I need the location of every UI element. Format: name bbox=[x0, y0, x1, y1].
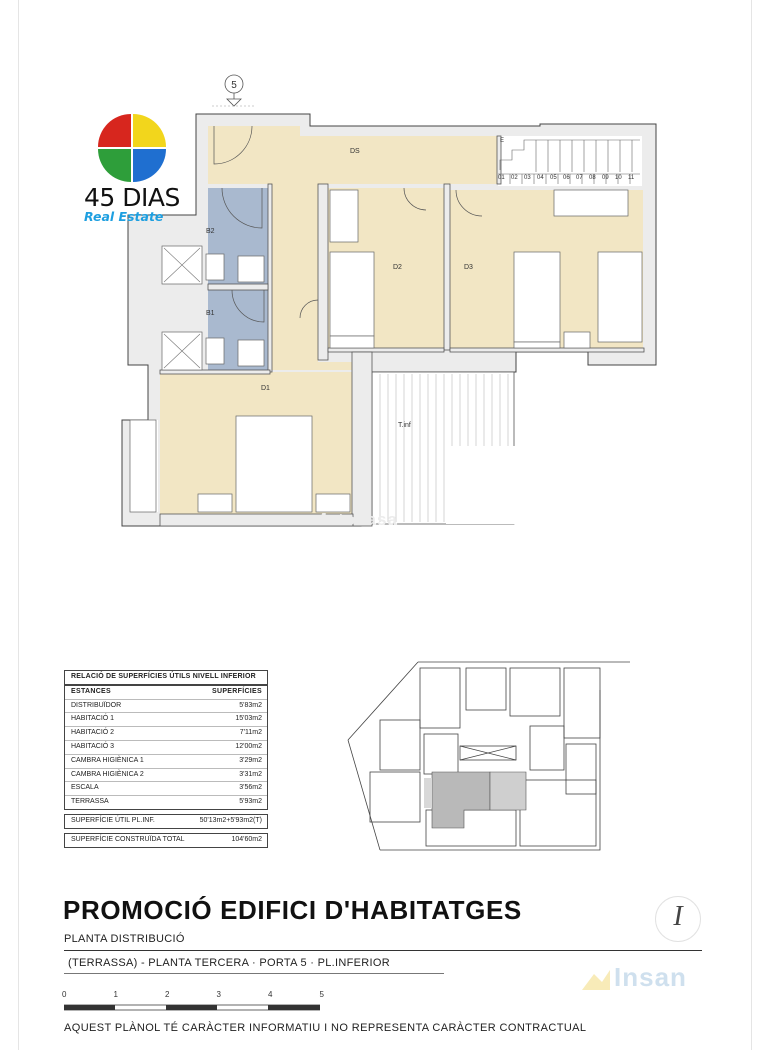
title-rule bbox=[64, 950, 702, 951]
scale-bar bbox=[62, 986, 324, 1016]
step-number: 09 bbox=[602, 175, 609, 181]
brand-name: Insan bbox=[614, 962, 687, 992]
step-number: 06 bbox=[563, 175, 570, 181]
door-marker-arrow bbox=[227, 99, 241, 106]
disclaimer: AQUEST PLÀNOL TÉ CARÀCTER INFORMATIU I NO REPRESENTA CARÀCTER CONTRACTUAL bbox=[64, 1022, 587, 1034]
room-label-b1: B1 bbox=[206, 310, 215, 317]
scale-tick-label: 0 bbox=[62, 990, 67, 999]
room-label-d1: D1 bbox=[261, 385, 270, 392]
surfaces-table-header bbox=[65, 686, 267, 700]
step-number: 01 bbox=[498, 175, 505, 181]
surface-row: HABITACIÓ 2 7'11m2 bbox=[65, 727, 267, 741]
surface-row: DISTRIBUÏDOR 5'83m2 bbox=[65, 700, 267, 714]
sheet-number: I bbox=[655, 896, 701, 942]
scale-tick-label: 2 bbox=[165, 990, 170, 999]
step-number: 10 bbox=[615, 175, 622, 181]
key-plan bbox=[340, 660, 630, 860]
room-label-terrace: T.inf bbox=[398, 422, 411, 429]
column-header-area: SUPERFÍCIES bbox=[212, 687, 262, 695]
room-label-d2: D2 bbox=[393, 264, 402, 271]
built-surface-row: SUPERFÍCIE CONSTRUÏDA TOTAL 104'60m2 bbox=[64, 833, 268, 848]
step-number: 08 bbox=[589, 175, 596, 181]
room-label-d3: D3 bbox=[464, 264, 473, 271]
surface-row: CAMBRA HIGIÈNICA 2 3'31m2 bbox=[65, 769, 267, 783]
step-number: 02 bbox=[511, 175, 518, 181]
logo-name: 45 DIAS bbox=[84, 183, 180, 212]
room-label-ds: DS bbox=[350, 148, 360, 155]
plan-location: (TERRASSA) - PLANTA TERCERA · PORTA 5 · PL.INFERIOR bbox=[68, 957, 390, 969]
room-label-b2: B2 bbox=[206, 228, 215, 235]
scale-tick-label: 3 bbox=[216, 990, 221, 999]
stair-steps bbox=[498, 175, 642, 181]
surfaces-table bbox=[64, 670, 268, 848]
scale-tick-label: 5 bbox=[319, 990, 324, 999]
page-title: PROMOCIÓ EDIFICI D'HABITATGES bbox=[63, 895, 522, 925]
logo-subtitle: Real Estate bbox=[84, 209, 164, 224]
step-number: 03 bbox=[524, 175, 531, 181]
surface-row: HABITACIÓ 3 12'00m2 bbox=[65, 741, 267, 755]
step-number: 11 bbox=[628, 175, 635, 181]
surface-row: TERRASSA 5'93m2 bbox=[71, 798, 262, 806]
useful-surface-row: SUPERFÍCIE ÚTIL PL.INF. 50'13m2+5'93m2(T) bbox=[64, 814, 268, 829]
step-number: 04 bbox=[537, 175, 544, 181]
step-number: 07 bbox=[576, 175, 583, 181]
scale-tick-label: 1 bbox=[113, 990, 118, 999]
surfaces-table-title: RELACIÓ DE SUPERFÍCIES ÚTILS NIVELL INFERIOR bbox=[64, 670, 268, 685]
stairs-label: E bbox=[500, 138, 505, 144]
location-rule bbox=[64, 973, 444, 974]
surface-row: CAMBRA HIGIÈNICA 1 3'29m2 bbox=[65, 755, 267, 769]
door-marker-label: 5 bbox=[231, 80, 237, 91]
terrace-notch bbox=[446, 446, 516, 524]
surface-row: HABITACIÓ 1 15'03m2 bbox=[65, 713, 267, 727]
plan-subtitle: PLANTA DISTRIBUCIÓ bbox=[64, 933, 185, 945]
column-header-room: ESTANCES bbox=[71, 687, 111, 695]
surface-row: ESCALA 3'56m2 bbox=[65, 782, 267, 796]
scale-ruler bbox=[62, 1002, 324, 1012]
step-number: 05 bbox=[550, 175, 557, 181]
surfaces-table-body bbox=[64, 685, 268, 810]
watermark: fotocasa bbox=[320, 510, 398, 529]
scale-tick-label: 4 bbox=[268, 990, 273, 999]
